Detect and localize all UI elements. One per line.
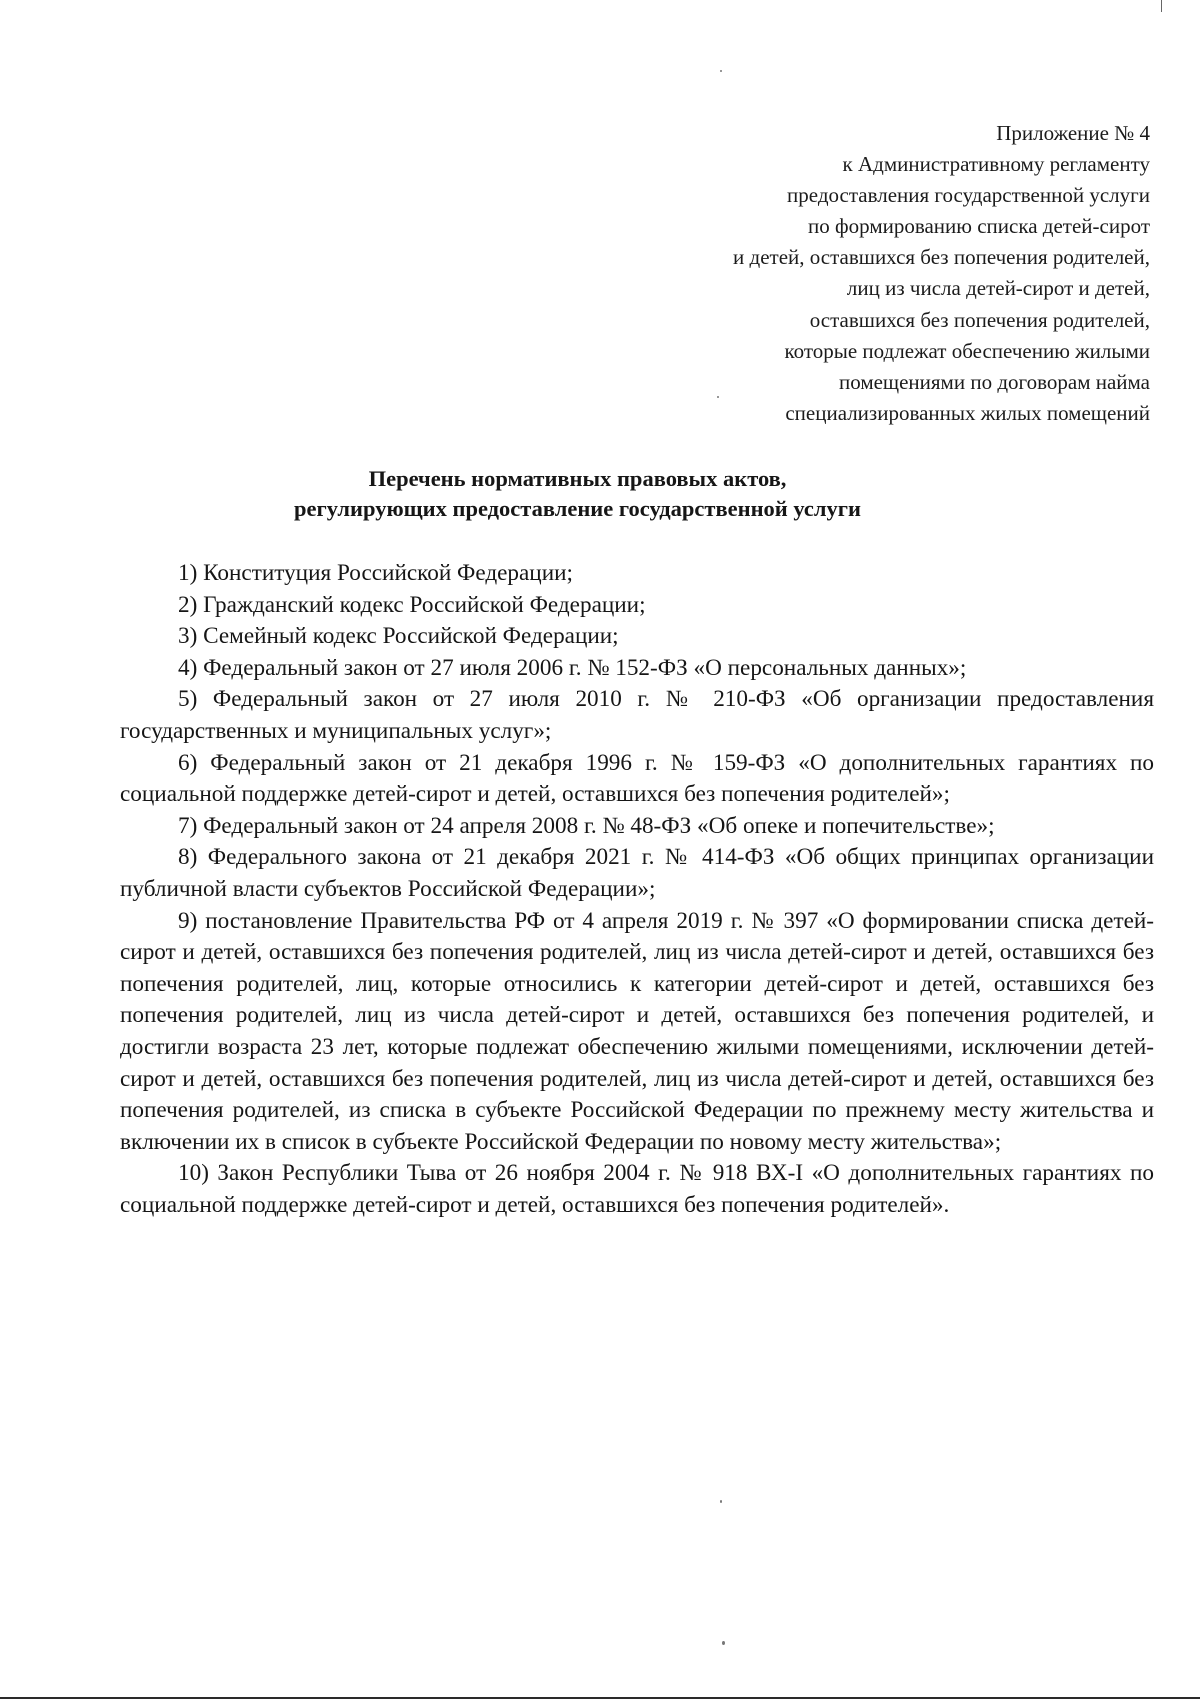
list-item: 3) Семейный кодекс Российской Федерации; xyxy=(178,623,619,650)
list-item: 6) Федеральный закон от 21 декабря 1996 г. № 159-ФЗ «О дополнительных гарантиях по социальной поддержке детей-сирот и детей, оставшихся без попечения родителей»; xyxy=(120,749,1154,808)
scan-bottom-edge xyxy=(0,1697,1200,1699)
scan-speck xyxy=(720,1500,722,1503)
acts-list xyxy=(120,558,1154,1221)
annex-line: которые подлежат обеспечению жилыми xyxy=(784,338,1150,363)
annex-header xyxy=(590,118,1150,429)
list-item: 10) Закон Республики Тыва от 26 ноября 2004 г. № 918 ВХ-I «О дополнительных гарантиях по социальной поддержке детей-сирот и детей, оставшихся без попечения родителей». xyxy=(120,1160,1154,1218)
list-item: 7) Федеральный закон от 24 апреля 2008 г. № 48-ФЗ «Об опеке и попечительстве»; xyxy=(178,812,995,839)
title-line-2: регулирующих предоставление государственной услуги xyxy=(294,496,861,521)
annex-line: специализированных жилых помещений xyxy=(785,400,1150,425)
list-item: 2) Гражданский кодекс Российской Федерации; xyxy=(178,591,646,618)
annex-line: лиц из числа детей-сирот и детей, xyxy=(846,276,1150,301)
annex-line: Приложение № 4 xyxy=(996,121,1150,145)
list-item: 9) постановление Правительства РФ от 4 апреля 2019 г. № 397 «О формировании списка детей-сирот и детей, оставшихся без попечения родителей, лиц из числа детей-сирот и детей, оставшихся без попечения родителей, лиц, которые относились к категории детей-сирот и детей, оставшихся без попечения родителей, лиц из числа детей-сирот и детей, оставшихся без попечения родителей, и достигли возраста 23 лет, которые подлежат обеспечению жилыми помещениями, исключении детей-сирот и детей, оставшихся без попечения родителей, лиц из числа детей-сирот и детей, оставшихся без попечения родителей, из списка в субъекте Российской Федерации по прежнему месту жительства и включении их в список в субъекте Российской Федерации по новому месту жительства»; xyxy=(120,907,1154,1155)
annex-line: предоставления государственной услуги xyxy=(787,183,1150,208)
scan-speck xyxy=(720,70,722,72)
list-item: 1) Конституция Российской Федерации; xyxy=(178,560,573,586)
title-line-1: Перечень нормативных правовых актов, xyxy=(368,466,787,491)
annex-line: оставшихся без попечения родителей, xyxy=(809,307,1150,332)
annex-line: по формированию списка детей-сирот xyxy=(808,214,1150,239)
annex-line: к Административному регламенту xyxy=(842,152,1150,177)
list-item: 5) Федеральный закон от 27 июля 2010 г. № 210-ФЗ «Об организации предоставления государственных и муниципальных услуг»; xyxy=(120,686,1154,744)
document-title xyxy=(0,464,1155,524)
list-item: 4) Федеральный закон от 27 июля 2006 г. № 152-ФЗ «О персональных данных»; xyxy=(178,654,967,681)
annex-line: и детей, оставшихся без попечения родителей, xyxy=(733,245,1150,270)
list-item: 8) Федерального закона от 21 декабря 2021 г. № 414-ФЗ «Об общих принципах организации публичной власти субъектов Российской Федерации»; xyxy=(120,844,1154,902)
annex-line: помещениями по договорам найма xyxy=(838,369,1150,394)
scan-edge-mark xyxy=(1161,0,1162,12)
scan-speck xyxy=(722,1641,725,1645)
scan-speck xyxy=(717,396,719,398)
